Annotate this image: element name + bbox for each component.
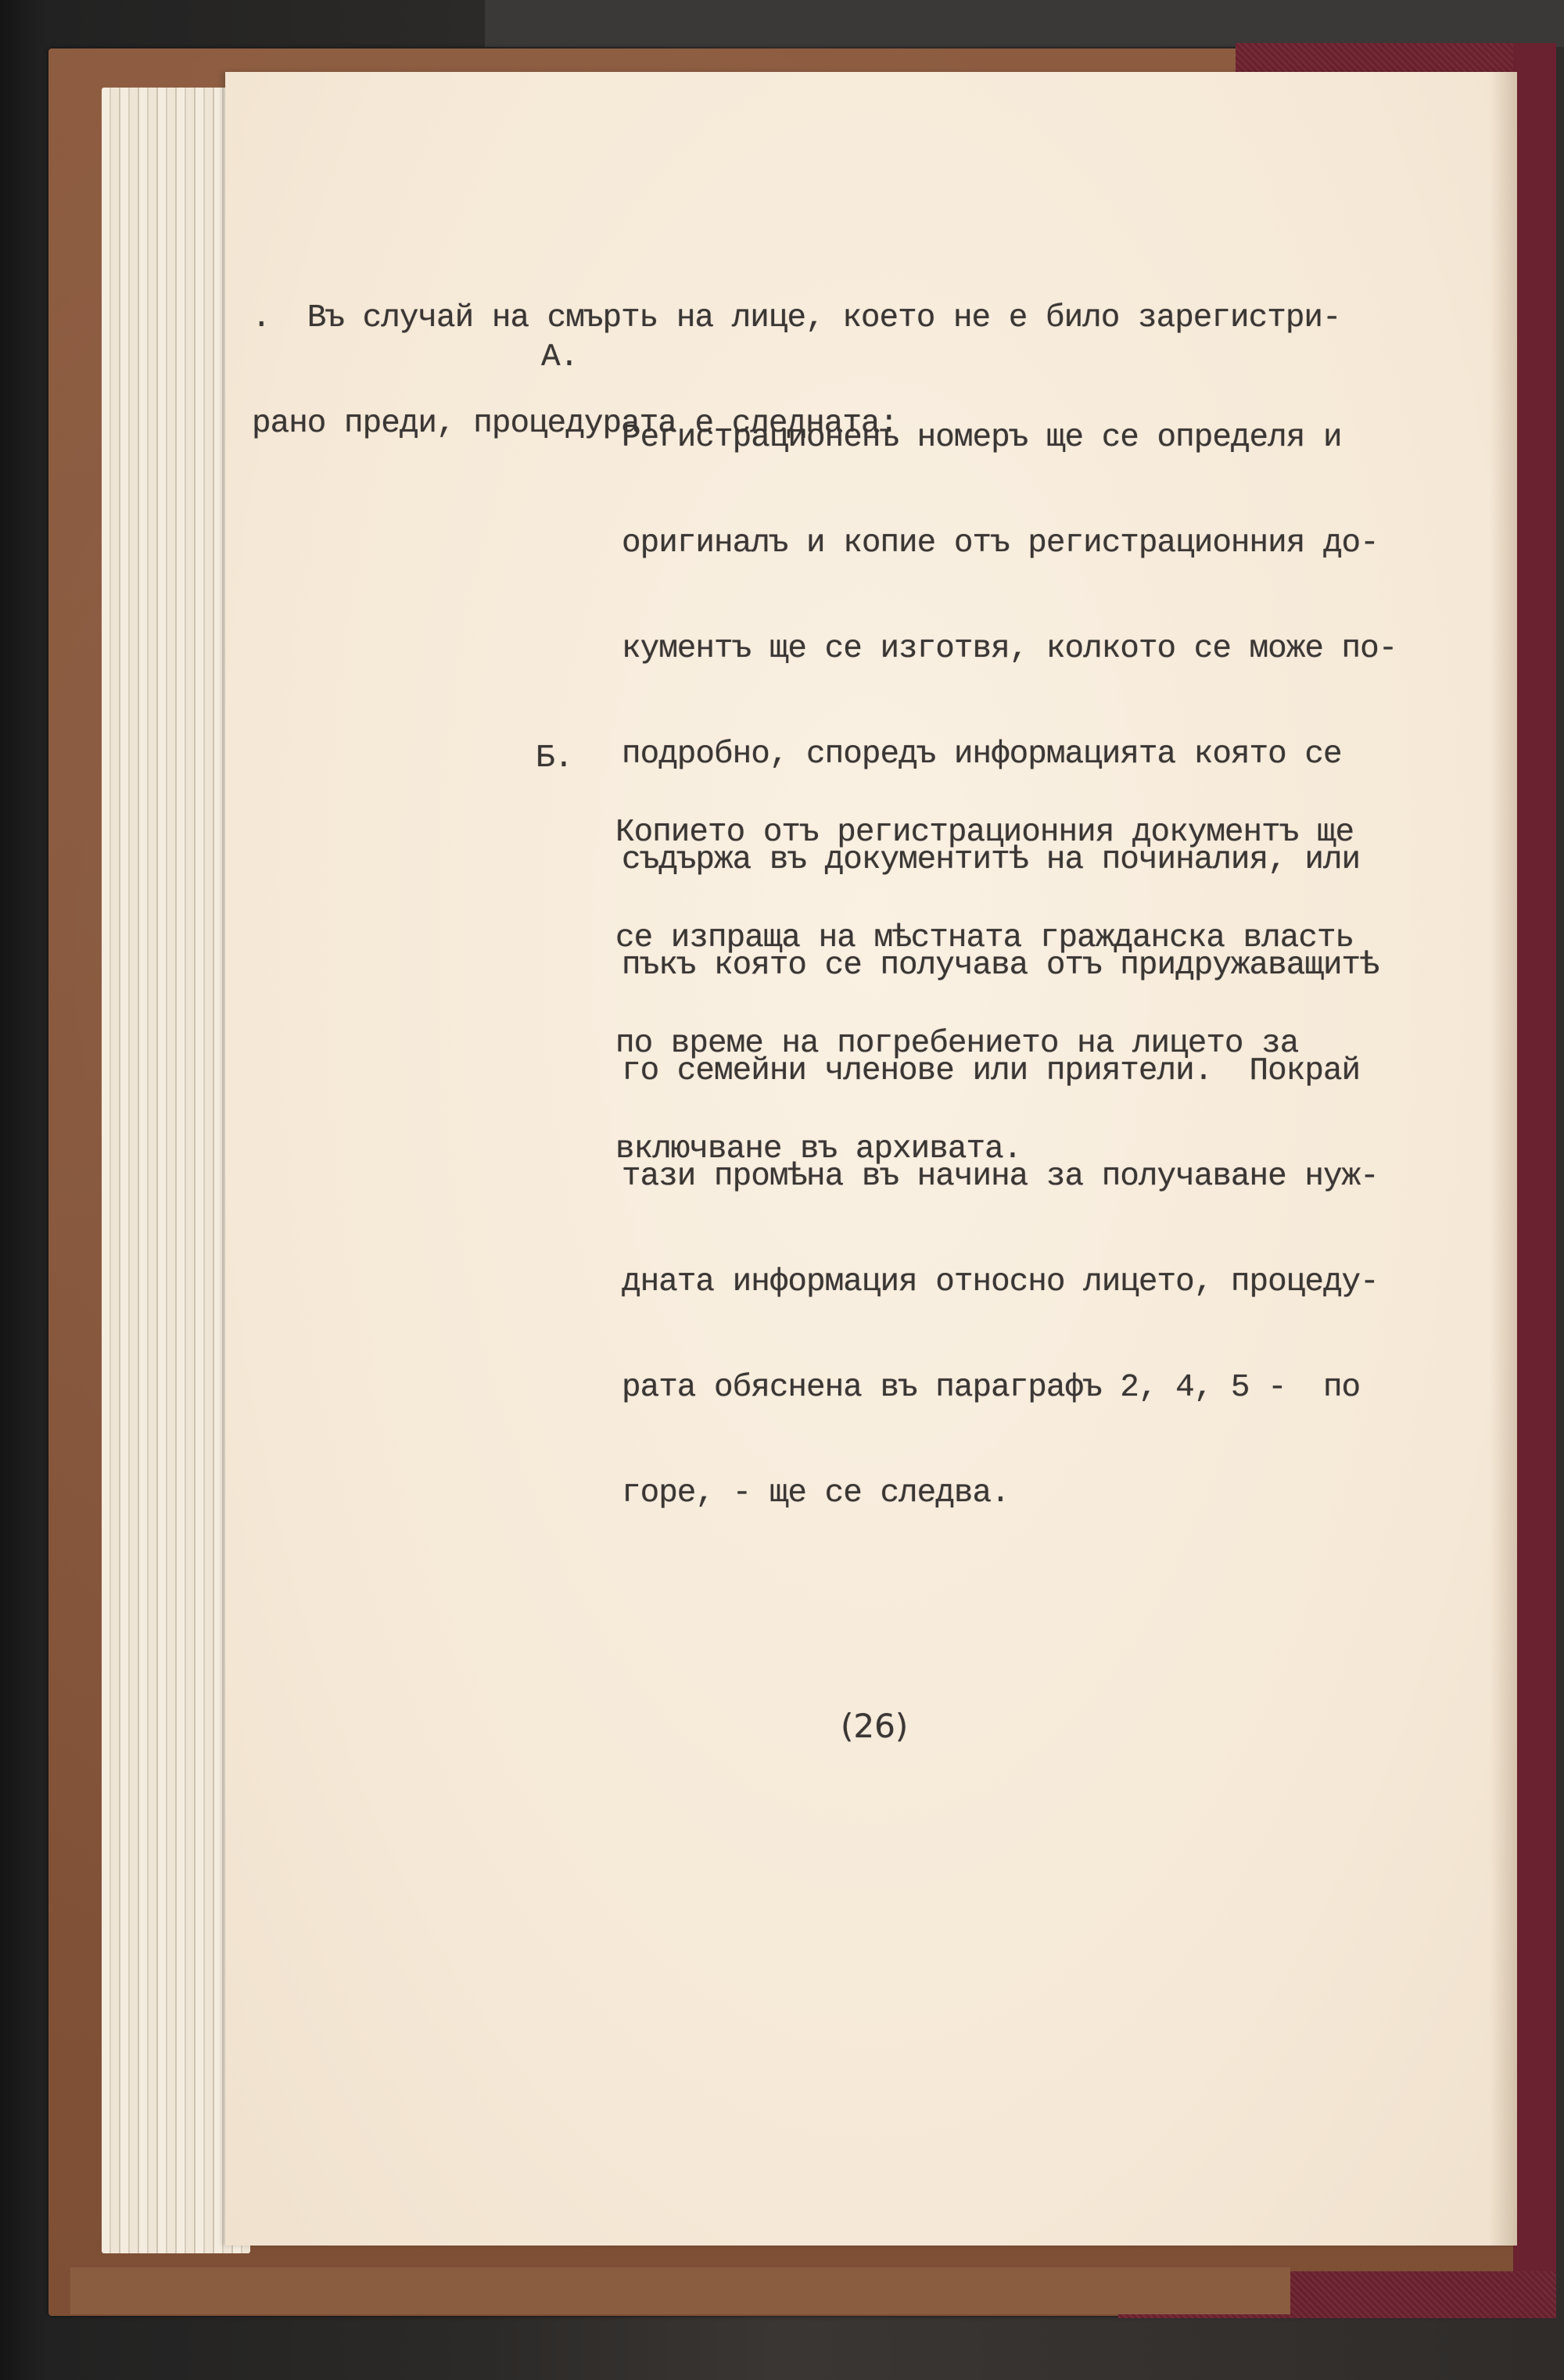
section-a-line: рата обяснена въ параграфъ 2, 4, 5 - по [622,1370,1361,1406]
section-a-line: горе, - ще се следва. [622,1475,1010,1511]
intro-line: . Въ случай на смърть на лице, което не е било зарегистри- [252,300,1341,336]
page-gutter-shadow [1490,72,1517,2246]
scanner-bed-edge [485,0,1564,47]
book-cover-bottom-edge [70,2267,1290,2314]
section-a-line: дната информация относно лицето, процеду- [622,1264,1379,1300]
section-b-line: по време на погребението на лицето за [615,1026,1299,1062]
section-a-line: пъкъ която се получава отъ придружаващитѣ [622,948,1379,984]
section-a-label: А. [541,339,579,375]
section-b-line: Копието отъ регистрационния документъ ще [615,815,1354,851]
book-spine-right [1513,43,1556,2318]
section-b-line: включване въ архивата. [615,1131,1022,1167]
section-a-line: оригиналъ и копие отъ регистрационния до- [622,525,1379,561]
page-number: (26) [841,1707,909,1745]
section-a-line: Регистрационенъ номеръ ще се определя и [622,420,1342,456]
section-b-label: Б. [536,740,573,776]
section-a-line: тази промѣна въ начина за получаване нуж- [622,1159,1379,1195]
section-a-line: го семейни членове или приятели. Покрай [622,1053,1361,1089]
section-a-line: съдържа въ документитѣ на починалия, или [622,842,1361,878]
section-b-paragraph [615,745,1354,1238]
section-a-line: подробно, споредъ информацията която се [622,737,1342,772]
section-b-line: се изпраща на мѣстната гражданска власть [615,920,1354,956]
intro-line: рано преди, процедурата е следната: [252,406,899,442]
section-a-line: кументъ ще се изготвя, колкото се може по- [622,631,1397,667]
